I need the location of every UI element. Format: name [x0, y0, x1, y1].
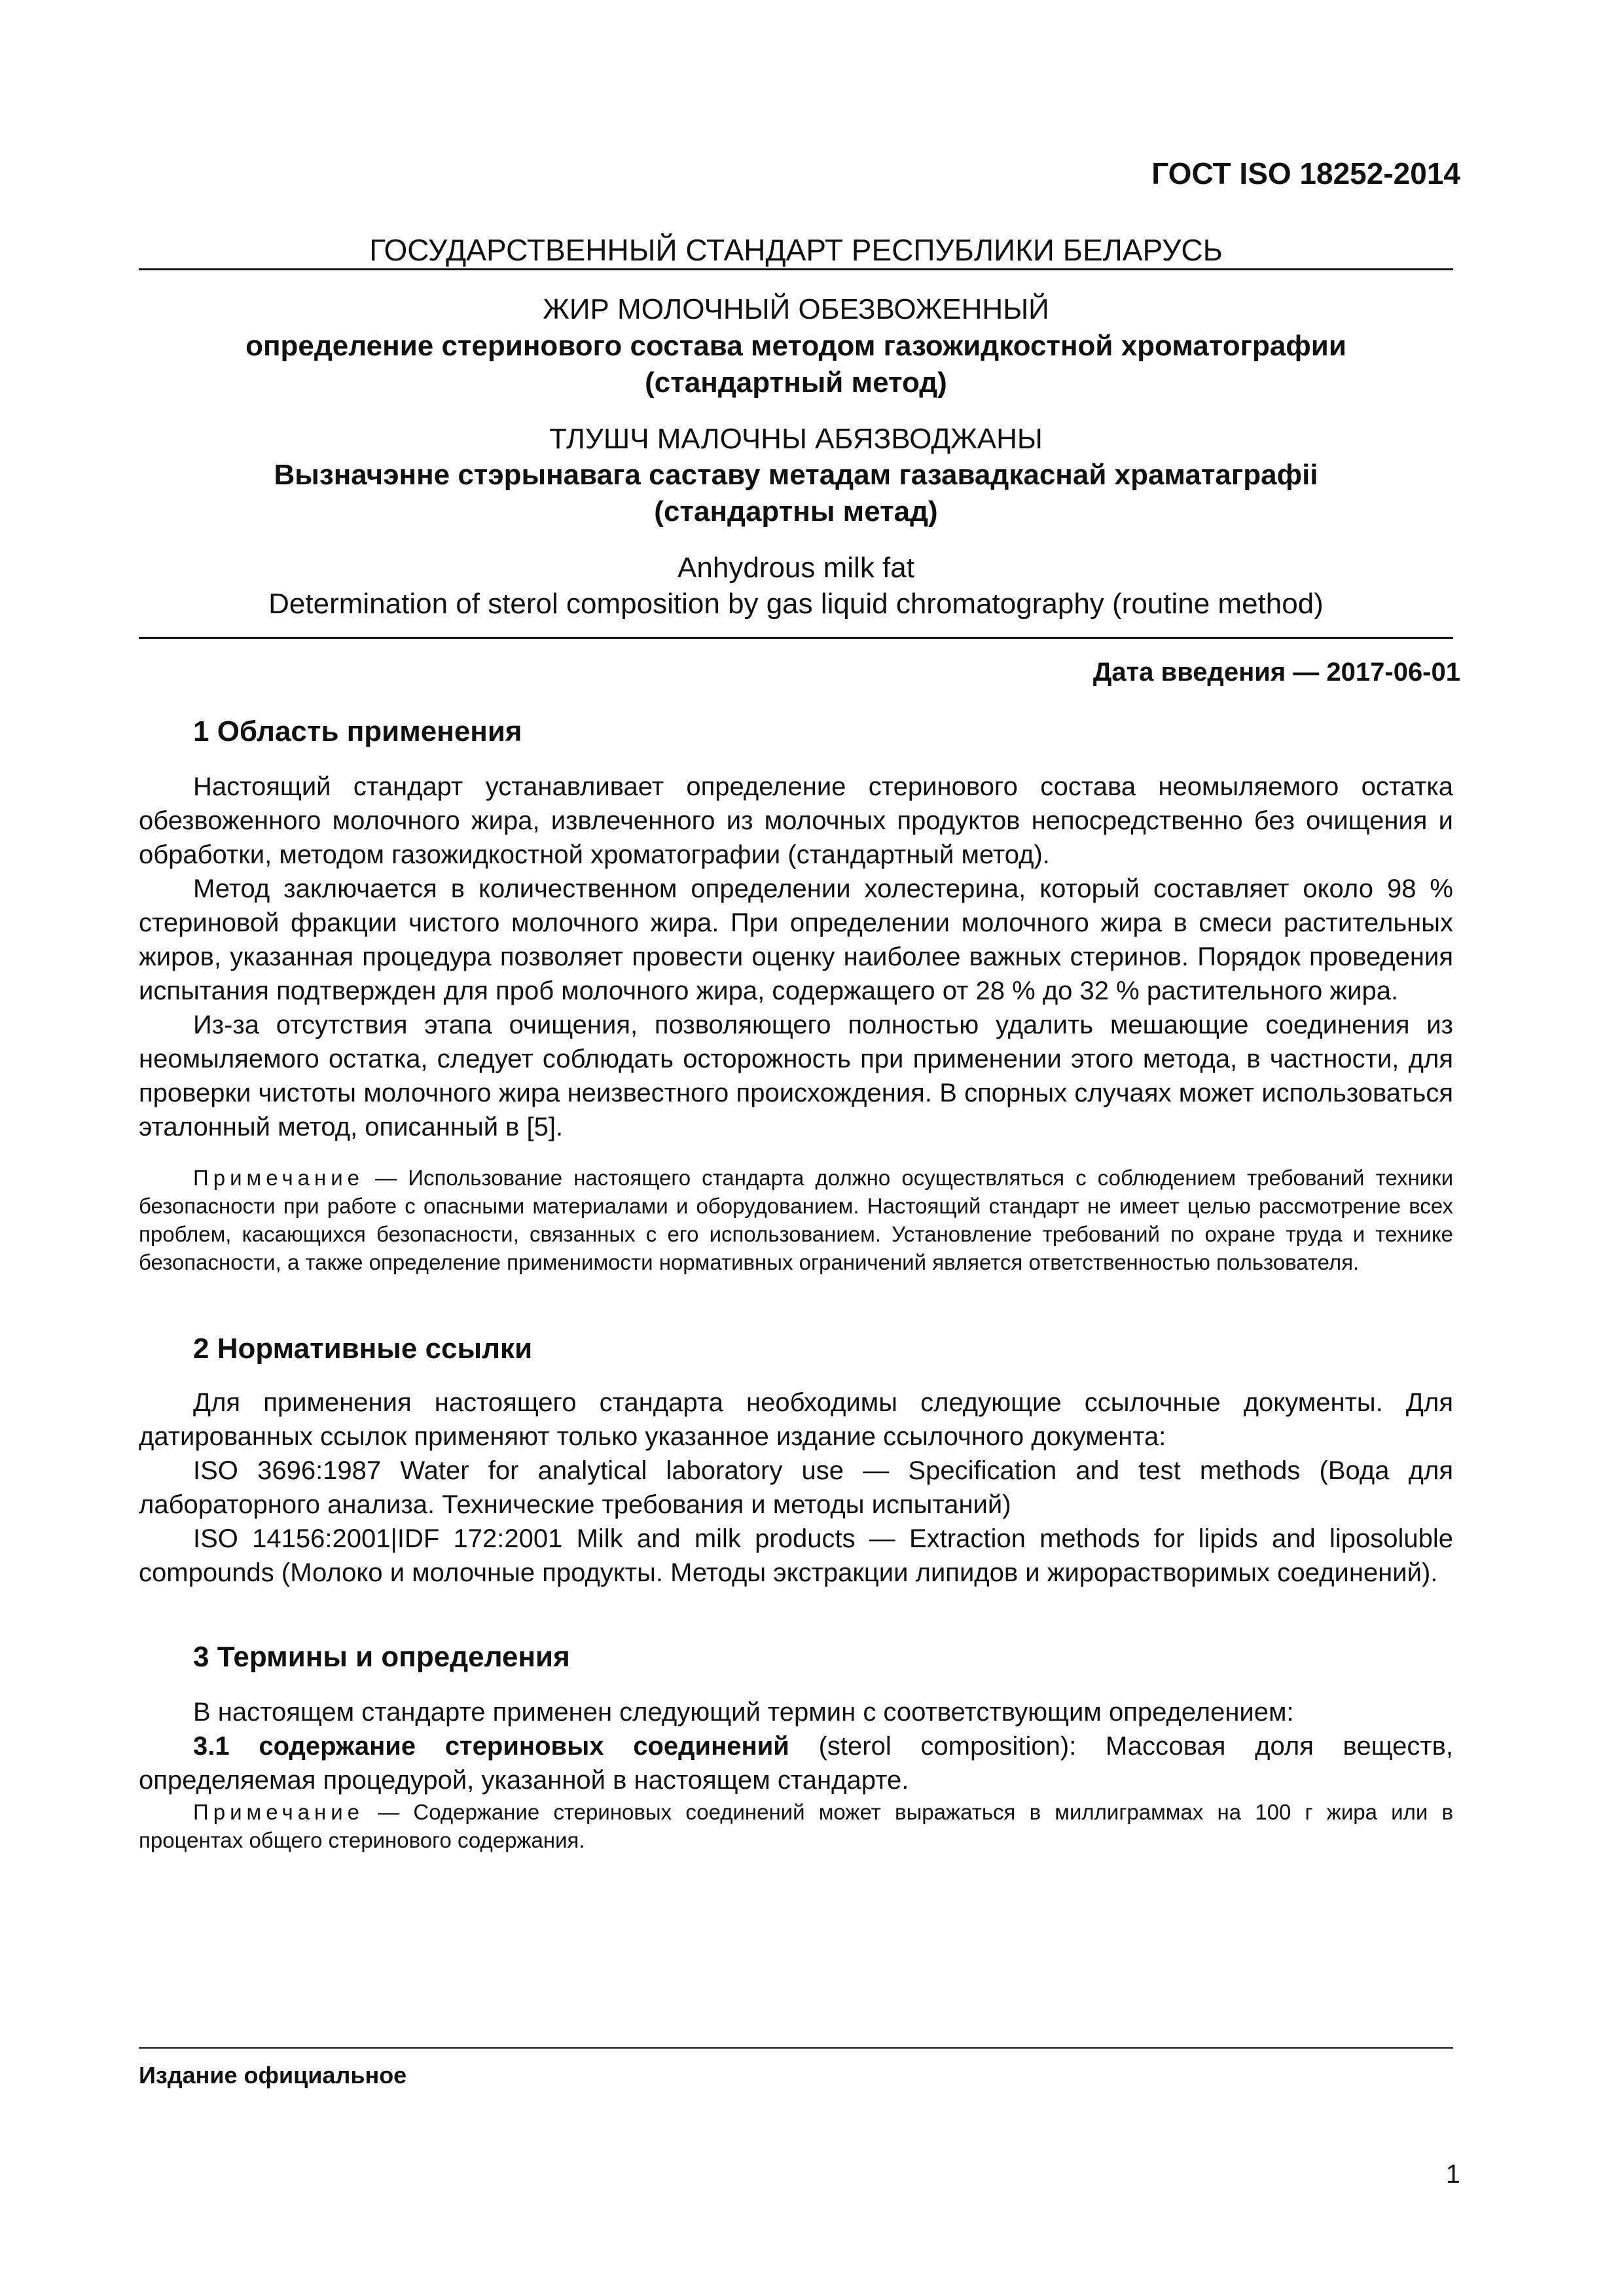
section-1-body — [139, 770, 1453, 1144]
title-ru-line3: (стандартный метод) — [645, 367, 947, 399]
title-ru-line1: ЖИР МОЛОЧНЫЙ ОБЕЗВОЖЕННЫЙ — [543, 293, 1049, 325]
section-3-paragraph-1: В настоящем стандарте применен следующий термин с соответствующим определением: — [193, 1698, 1294, 1727]
section-1-paragraph-1: Настоящий стандарт устанавливает определение стеринового состава неомыляемого остатка обезвоженного молочного жира, извлеченного из молочных продуктов непосредственно без очищения и обработки, методом газожидкостной хроматографии (стандартный метод). — [139, 772, 1453, 869]
section-1-note — [139, 1164, 1453, 1276]
note-label: Примечание — [193, 1800, 365, 1824]
page-number: 1 — [1445, 2160, 1460, 2189]
footer-rule — [139, 2047, 1453, 2049]
section-1-paragraph-2: Метод заключается в количественном определении холестерина, который составляет около 98 % стериновой фракции чистого молочного жира. При определении молочного жира в смеси растительных жиров, указанная процедура позволяет провести оценку наиболее важных стеринов. Порядок проведения испытания подтвержден для проб молочного жира, содержащего от 28 % до 32 % растительного жира. — [139, 874, 1453, 1005]
top-rule — [139, 268, 1453, 270]
standard-title: ГОСУДАРСТВЕННЫЙ СТАНДАРТ РЕСПУБЛИКИ БЕЛАРУСЬ — [369, 233, 1223, 267]
section-2-paragraph-1: Для применения настоящего стандарта необходимы следующие ссылочные документы. Для датированных ссылок применяют только указанное издание ссылочного документа: — [139, 1388, 1453, 1451]
section-3-heading: 3 Термины и определения — [193, 1641, 570, 1673]
section-2-body — [139, 1386, 1453, 1590]
note-text: — Использование настоящего стандарта должно осуществляться с соблюдением требований техники безопасности при работе с опасными материалами и оборудованием. Настоящий стандарт не имеет целью рассмотрение всех проблем, касающихся безопасности, связанных с его использованием. Установление требований по охране труда и технике безопасности, а также определение применимости нормативных ограничений является ответственностью пользователя. — [139, 1166, 1453, 1274]
title-en-line1: Anhydrous milk fat — [677, 552, 914, 584]
introduction-date: Дата введения — 2017-06-01 — [1092, 658, 1460, 687]
section-1-heading: 1 Область применения — [193, 715, 522, 747]
title-bottom-rule — [139, 637, 1453, 639]
note-text: — Содержание стериновых соединений может выражаться в миллиграммах на 100 г жира или в процентах общего стеринового содержания. — [139, 1800, 1453, 1852]
term-number-name: 3.1 содержание стериновых соединений — [193, 1732, 789, 1761]
section-2-reference-2: ISO 14156:2001|IDF 172:2001 Milk and milk products — Extraction methods for lipids and liposoluble compounds (Молоко и молочные продукты. Методы экстракции липидов и жирорастворимых соединений). — [139, 1524, 1453, 1587]
note-label: Примечание — [193, 1166, 365, 1190]
section-3-term — [139, 1729, 1453, 1797]
section-3-note — [139, 1798, 1453, 1854]
section-2-reference-1: ISO 3696:1987 Water for analytical laboratory use — Specification and test methods (Вода для лабораторного анализа. Технические требования и методы испытаний) — [139, 1456, 1453, 1519]
title-by-line3: (стандартны метад) — [654, 495, 938, 528]
document-code: ГОСТ ISO 18252-2014 — [1151, 156, 1460, 190]
title-ru-line2: определение стеринового состава методом газожидкостной хроматографии — [245, 330, 1346, 362]
edition-label: Издание официальное — [139, 2062, 407, 2089]
title-by-line1: ТЛУШЧ МАЛОЧНЫ АБЯЗВОДЖАНЫ — [549, 423, 1043, 455]
section-3-body — [139, 1695, 1453, 1797]
title-by-line2: Вызначэнне стэрынавага саставу метадам газавадкаснай храматаграфіі — [274, 459, 1318, 491]
title-en-line2: Determination of sterol composition by gas liquid chromatography (routine method) — [268, 588, 1324, 620]
section-1-paragraph-3: Из-за отсутствия этапа очищения, позволяющего полностью удалить мешающие соединения из неомыляемого остатка, следует соблюдать осторожность при применении этого метода, в частности, для проверки чистоты молочного жира неизвестного происхождения. В спорных случаях может использоваться эталонный метод, описанный в [5]. — [139, 1011, 1453, 1141]
section-2-heading: 2 Нормативные ссылки — [193, 1333, 533, 1365]
term-definition: (sterol composition): Массовая доля веществ, определяемая процедурой, указанной в настоящем стандарте. — [139, 1732, 1453, 1795]
